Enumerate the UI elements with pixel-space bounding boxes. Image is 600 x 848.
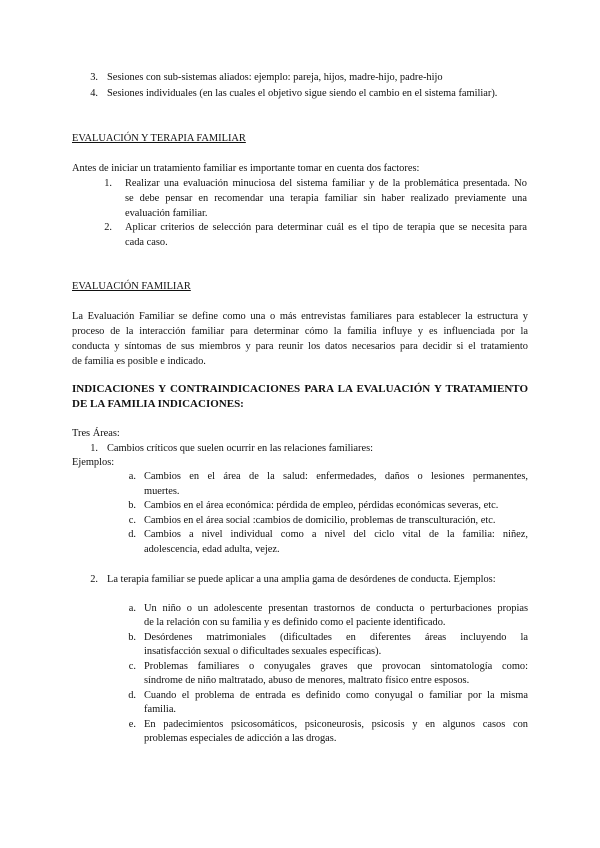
- list-item-line: insatisfacción sexual o dificultades sexuales específicas).: [144, 646, 382, 657]
- list-item-line: Aplicar criterios de selección para determinar cuál es el tipo de terapia que se necesita para: [125, 222, 527, 233]
- label-text: Ejemplos:: [72, 457, 115, 468]
- paragraph-line: La Evaluación Familiar se define como una o más entrevistas familiares para establecer la estructura y: [72, 311, 528, 322]
- list-item-line: cada caso.: [125, 237, 168, 248]
- list-letter: e.: [128, 719, 136, 730]
- bold-heading-line: DE LA FAMILIA INDICACIONES:: [72, 398, 244, 410]
- list-letter: d.: [128, 529, 136, 540]
- list-letter: c.: [128, 515, 136, 526]
- list-number: 1.: [90, 443, 98, 454]
- list-item-text: La terapia familiar se puede aplicar a una amplia gama de desórdenes de conducta. Ejemplos:: [107, 574, 496, 585]
- paragraph-line: conducta y síntomas de sus miembros y para reunir los datos necesarios para decidir si el tratamiento: [72, 341, 528, 352]
- list-item-text: Sesiones con sub-sistemas aliados: ejemplo: pareja, hijos, madre-hijo, padre-hijo: [107, 72, 443, 83]
- list-number: 1.: [104, 178, 112, 189]
- list-item-line: problemas especiales de adicción a las drogas.: [144, 733, 337, 744]
- list-item-line: familia.: [144, 704, 177, 715]
- section-heading: EVALUACIÓN FAMILIAR: [72, 281, 191, 292]
- list-item-line: Cambios en el área económica: pérdida de empleo, pérdidas económicas severas, etc.: [144, 500, 499, 511]
- list-letter: c.: [128, 661, 136, 672]
- list-item-line: de la relación con su familia y es definido como el paciente identificado.: [144, 617, 446, 628]
- list-item-line: En padecimientos psicosomáticos, psiconeurosis, psicosis y en algunos casos con: [144, 719, 528, 730]
- list-item-line: Problemas familiares o conyugales graves que provocan sintomatología como:: [144, 661, 528, 672]
- list-item-line: muertes.: [144, 486, 180, 497]
- paragraph-line: proceso de la interacción familiar para determinar cómo la familia influye y es influenciada por la: [72, 326, 528, 337]
- list-number: 3.: [90, 72, 98, 83]
- list-item-line: Desórdenes matrimoniales (dificultades en diferentes áreas incluyendo la: [144, 632, 528, 643]
- list-item-line: se debe pensar en recomendar una terapia familiar sin haber realizado previamente una: [125, 193, 527, 204]
- list-item-line: Realizar una evaluación minuciosa del sistema familiar y de la problemática presentada. No: [125, 178, 527, 189]
- list-item-text: Cambios críticos que suelen ocurrir en las relaciones familiares:: [107, 443, 374, 454]
- list-letter: d.: [128, 690, 136, 701]
- list-letter: a.: [128, 603, 136, 614]
- list-item-line: Cambios en el área social :cambios de domicilio, problemas de transculturación, etc.: [144, 515, 496, 526]
- list-item-line: adolescencia, edad adulta, vejez.: [144, 544, 280, 555]
- section-heading: EVALUACIÓN Y TERAPIA FAMILIAR: [72, 133, 246, 144]
- list-letter: b.: [128, 632, 136, 643]
- list-item-line: Cambios a nivel individual como a nivel del ciclo vital de la familia: niñez,: [144, 529, 528, 540]
- paragraph-line: de familia es posible e indicado.: [72, 356, 206, 367]
- list-item-text: Sesiones individuales (en las cuales el objetivo sigue siendo el cambio en el sistema familiar).: [107, 88, 498, 99]
- paragraph-line: Antes de iniciar un tratamiento familiar es importante tomar en cuenta dos factores:: [72, 163, 420, 174]
- list-letter: a.: [128, 471, 136, 482]
- bold-heading-line: INDICACIONES Y CONTRAINDICACIONES PARA LA EVALUACIÓN Y TRATAMIENTO: [72, 383, 528, 395]
- list-item-line: Cuando el problema de entrada es definido como conyugal o familiar por la misma: [144, 690, 528, 701]
- list-number: 2.: [90, 574, 98, 585]
- list-item-line: síndrome de niño maltratado, abuso de menores, maltrato físico entre esposos.: [144, 675, 470, 686]
- list-item-line: Un niño o un adolescente presentan trastornos de conducta o perturbaciones propias: [144, 603, 528, 614]
- list-letter: b.: [128, 500, 136, 511]
- list-item-line: evaluación familiar.: [125, 208, 208, 219]
- list-item-line: Cambios en el área de la salud: enfermedades, daños o lesiones permanentes,: [144, 471, 528, 482]
- list-number: 2.: [104, 222, 112, 233]
- list-number: 4.: [90, 88, 98, 99]
- label-text: Tres Áreas:: [72, 428, 120, 439]
